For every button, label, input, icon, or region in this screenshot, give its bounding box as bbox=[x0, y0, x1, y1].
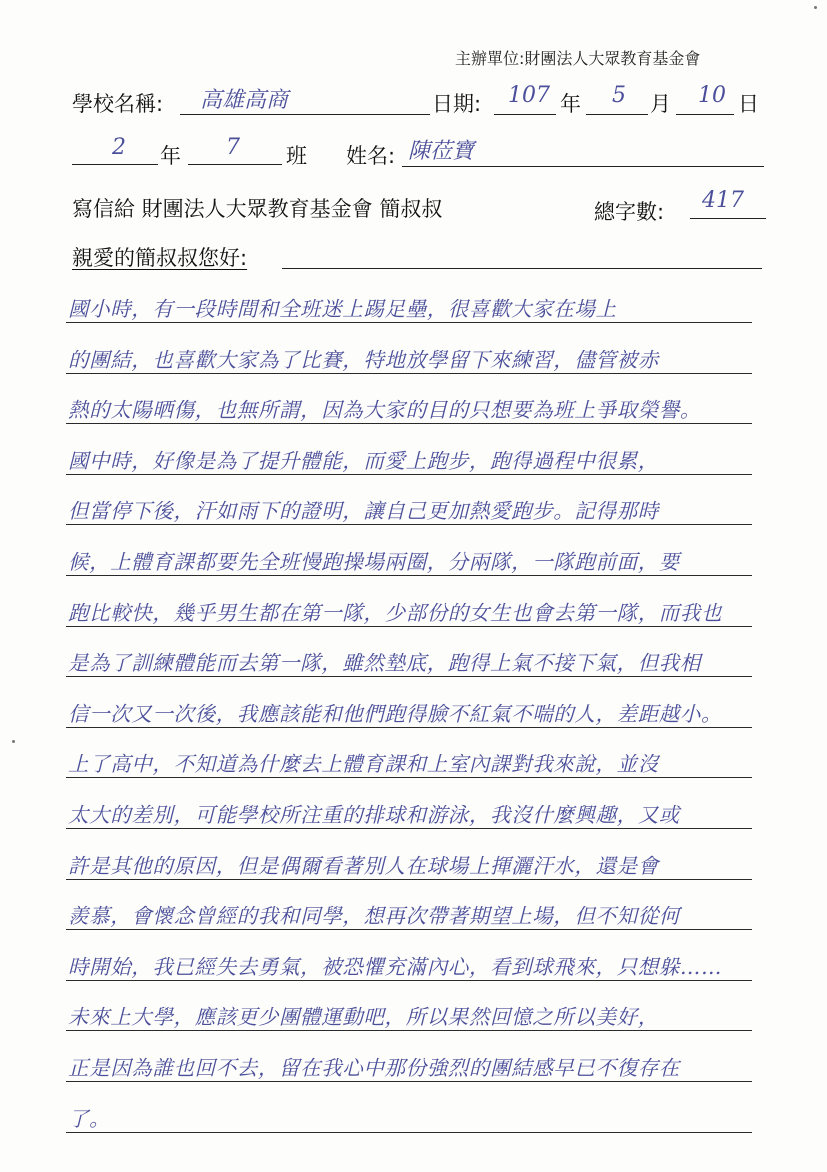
ruled-line bbox=[66, 879, 752, 880]
wordcount-underline bbox=[690, 218, 766, 219]
ruled-line bbox=[66, 1081, 752, 1082]
date-year-value: 107 bbox=[508, 83, 550, 108]
ruled-line bbox=[66, 828, 752, 829]
grade-underline bbox=[72, 164, 158, 165]
name-label: 姓名: bbox=[346, 144, 396, 168]
ruled-line bbox=[66, 322, 752, 323]
ruled-line bbox=[66, 626, 752, 627]
letter-line: 跑比較快，幾乎男生都在第一隊，少部份的女生也會去第一隊，而我也 bbox=[68, 600, 723, 625]
ruled-line bbox=[66, 575, 752, 576]
letter-line: 的團結，也喜歡大家為了比賽，特地放學留下來練習，儘管被赤 bbox=[68, 347, 659, 372]
day-underline bbox=[676, 114, 734, 115]
scan-speck bbox=[814, 6, 817, 9]
letter-line: 太大的差別，可能學校所注重的排球和游泳，我沒什麼興趣，又或 bbox=[68, 803, 680, 827]
recipient-line: 寫信給 財團法人大眾教育基金會 簡叔叔 bbox=[72, 197, 443, 221]
school-value: 高雄高商 bbox=[200, 88, 289, 113]
grade-label: 年 bbox=[160, 144, 181, 168]
name-value: 陳莅寶 bbox=[408, 139, 475, 164]
ruled-line bbox=[66, 929, 752, 930]
letter-line: 正是因為誰也回不去，留在我心中那份強烈的團結感早已不復存在 bbox=[68, 1056, 680, 1080]
ruled-line bbox=[66, 474, 752, 475]
date-day-value: 10 bbox=[698, 83, 726, 108]
ruled-line bbox=[66, 980, 752, 981]
ruled-line bbox=[66, 727, 752, 728]
name-underline bbox=[402, 166, 764, 167]
wordcount-value: 417 bbox=[702, 188, 744, 213]
letter-line: 羨慕，會懷念曾經的我和同學，想再次帶著期望上場，但不知從何 bbox=[68, 904, 680, 929]
letter-line: 了。 bbox=[68, 1106, 111, 1131]
salutation: 親愛的簡叔叔您好: bbox=[72, 246, 248, 270]
school-underline bbox=[180, 114, 430, 115]
ruled-line bbox=[66, 676, 752, 677]
day-label: 日 bbox=[738, 92, 759, 116]
ruled-line bbox=[66, 1030, 752, 1031]
ruled-line bbox=[66, 423, 752, 424]
date-month-value: 5 bbox=[612, 83, 626, 108]
letter-line: 許是其他的原因，但是偶爾看著別人在球場上揮灑汗水，還是會 bbox=[68, 853, 659, 878]
ruled-line bbox=[66, 524, 752, 525]
ruled-line bbox=[66, 777, 752, 778]
class-underline bbox=[188, 164, 282, 165]
ruled-line bbox=[66, 1132, 752, 1133]
class-label: 班 bbox=[286, 144, 307, 168]
month-label: 月 bbox=[650, 92, 671, 116]
letter-line: 是為了訓練體能而去第一隊，雖然墊底，跑得上氣不接下氣，但我相 bbox=[68, 651, 701, 676]
ruled-line bbox=[66, 373, 752, 374]
organizer-text: 主辦單位:財團法人大眾教育基金會 bbox=[455, 49, 701, 68]
letter-line: 時開始，我已經失去勇氣，被恐懼充滿內心，看到球飛來，只想躲…… bbox=[68, 954, 723, 979]
letter-line: 但當停下後，汗如雨下的證明，讓自己更加熱愛跑步。記得那時 bbox=[68, 499, 659, 524]
letter-line: 國小時，有一段時間和全班迷上踢足壘，很喜歡大家在場上 bbox=[68, 297, 617, 321]
year-underline bbox=[494, 114, 556, 115]
grade-value: 2 bbox=[112, 135, 126, 160]
school-label: 學校名稱: bbox=[72, 92, 164, 116]
scan-speck bbox=[12, 740, 15, 743]
class-value: 7 bbox=[226, 135, 240, 160]
letter-line: 信一次又一次後，我應該能和他們跑得臉不紅氣不喘的人，差距越小。 bbox=[68, 701, 723, 726]
month-underline bbox=[586, 114, 648, 115]
wordcount-label: 總字數: bbox=[594, 200, 665, 224]
letter-line: 熱的太陽晒傷，也無所謂，因為大家的目的只想要為班上爭取榮譽。 bbox=[68, 398, 701, 423]
salutation-underline bbox=[282, 268, 762, 269]
date-label: 日期: bbox=[432, 92, 482, 116]
letter-line: 候，上體育課都要先全班慢跑操場兩圈，分兩隊，一隊跑前面，要 bbox=[68, 550, 680, 574]
letter-line: 上了高中，不知道為什麼去上體育課和上室內課對我來說，並沒 bbox=[68, 752, 659, 777]
letter-line: 國中時，好像是為了提升體能，而愛上跑步，跑得過程中很累， bbox=[68, 448, 659, 473]
letter-line: 未來上大學，應該更少團體運動吧，所以果然回憶之所以美好， bbox=[68, 1005, 659, 1030]
year-label: 年 bbox=[560, 92, 581, 116]
